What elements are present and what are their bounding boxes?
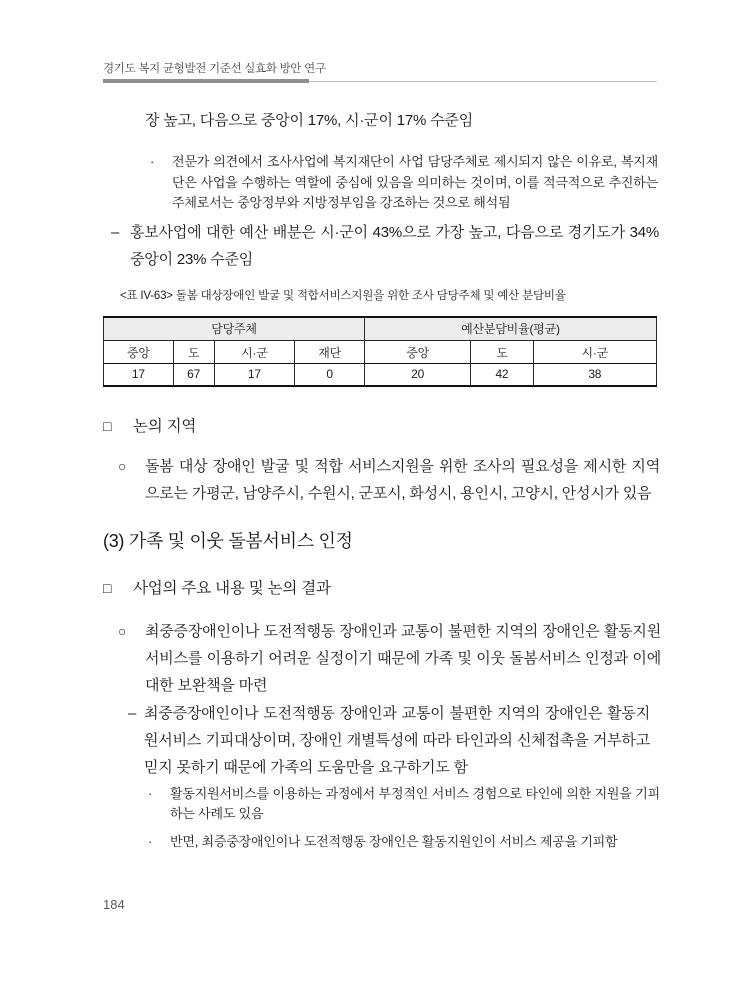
square-bullet-marker: □: [103, 417, 112, 434]
col-header-city-county: 시·군: [214, 341, 295, 364]
dash-bullet-marker: –: [128, 704, 137, 722]
col-header-foundation: 재단: [295, 341, 365, 364]
sub-bullet-text: 전문가 의견에서 조사사업에 복지재단이 사업 담당주체로 제시되지 않은 이유로, 복지재단은 사업을 수행하는 역할에 중심에 있음을 의미하는 것이며, 이를 적극적으로 추진하는 주체로서는 중앙정부와 지방정부임을 강조하는 것으로 해석됨: [172, 154, 658, 210]
value-central: 17: [104, 364, 174, 386]
paragraph-continuation: 장 높고, 다음으로 중앙이 17%, 시·군이 17% 수준임: [145, 112, 473, 129]
section-heading-text: 논의 지역: [133, 417, 197, 435]
section-heading-discussion-region: [0, 413, 756, 440]
running-head-title: 경기도 복지 균형발전 기준선 실효화 방안 연구: [103, 63, 326, 75]
col-header-central: 중앙: [104, 341, 174, 364]
value-foundation: 0: [295, 364, 365, 386]
value-province: 67: [173, 364, 214, 386]
col-header-province-budget: 도: [471, 341, 533, 364]
sub-bullet-negative-experience: [0, 784, 756, 825]
circle-bullet-regions: [0, 453, 756, 507]
table-group-header-row: [104, 317, 657, 341]
table-data-row: [104, 364, 657, 386]
sub-bullet-text: 활동지원서비스를 이용하는 과정에서 부정적인 서비스 경험으로 타인에 의한 지원을 기피하는 사례도 있음: [170, 785, 660, 821]
value-city-county-budget: 38: [533, 364, 656, 386]
col-header-central-budget: 중앙: [364, 341, 470, 364]
dot-bullet-marker: ·: [148, 785, 153, 801]
sub-bullet-expert-opinion: [0, 152, 756, 214]
value-central-budget: 20: [364, 364, 470, 386]
section-heading-main-content: [0, 575, 756, 602]
col-header-city-county-budget: 시·군: [533, 341, 656, 364]
value-city-county: 17: [214, 364, 295, 386]
value-province-budget: 42: [471, 364, 533, 386]
responsibility-budget-table: [103, 316, 657, 387]
col-header-province: 도: [173, 341, 214, 364]
table-caption: <표 IV-63> 돌봄 대상장애인 발굴 및 적합서비스지원을 위한 조사 담당주체 및 예산 분담비율: [120, 289, 566, 302]
dash-bullet-text: 최중증장애인이나 도전적행동 장애인과 교통이 불편한 지역의 장애인은 활동지원서비스 기피대상이며, 장애인 개별특성에 따라 타인과의 신체접촉을 거부하고 믿지 못하기 때문에 가족의 도움만을 요구하기도 함: [144, 704, 650, 776]
sub-bullet-provider-avoidance: [0, 832, 756, 853]
circle-bullet-text: 최중증장애인이나 도전적행동 장애인과 교통이 불편한 지역의 장애인은 활동지원서비스를 이용하기 어려운 실정이기 때문에 가족 및 이웃 돌봄서비스 인정과 이에 대한 보완책을 마련: [145, 622, 661, 694]
dash-bullet-severe-detail: [0, 700, 756, 781]
sub-bullet-text: 반면, 최증중장애인이나 도전적행동 장애인은 활동지원인이 서비스 제공을 기피함: [170, 833, 618, 849]
dash-bullet-text: 홍보사업에 대한 예산 배분은 시·군이 43%으로 가장 높고, 다음으로 경기도가 34% 중앙이 23% 수준임: [130, 223, 659, 268]
circle-bullet-marker: ○: [118, 623, 126, 639]
table-column-header-row: [104, 341, 657, 364]
subsection-heading-family-care: (3) 가족 및 이웃 돌봄서비스 인정: [103, 530, 353, 551]
page-number: 184: [103, 897, 125, 912]
group-header-responsible: 담당주체: [104, 317, 365, 341]
dash-bullet-marker: –: [111, 223, 120, 241]
group-header-budget-ratio: 예산분담비율(평균): [364, 317, 656, 341]
square-bullet-marker: □: [103, 579, 112, 596]
dot-bullet-marker: ·: [148, 833, 153, 849]
dot-bullet-marker: ·: [150, 154, 155, 169]
circle-bullet-severe-disability: [0, 618, 756, 699]
circle-bullet-text: 돌봄 대상 장애인 발굴 및 적합 서비스지원을 위한 조사의 필요성을 제시한 지역으로는 가평군, 남양주시, 수원시, 군포시, 화성시, 용인시, 고양시, 안성시가 있음: [145, 457, 660, 502]
table-container: [103, 316, 657, 387]
dash-bullet-budget: [0, 219, 756, 273]
section-heading-text: 사업의 주요 내용 및 논의 결과: [133, 579, 331, 597]
circle-bullet-marker: ○: [118, 458, 126, 474]
